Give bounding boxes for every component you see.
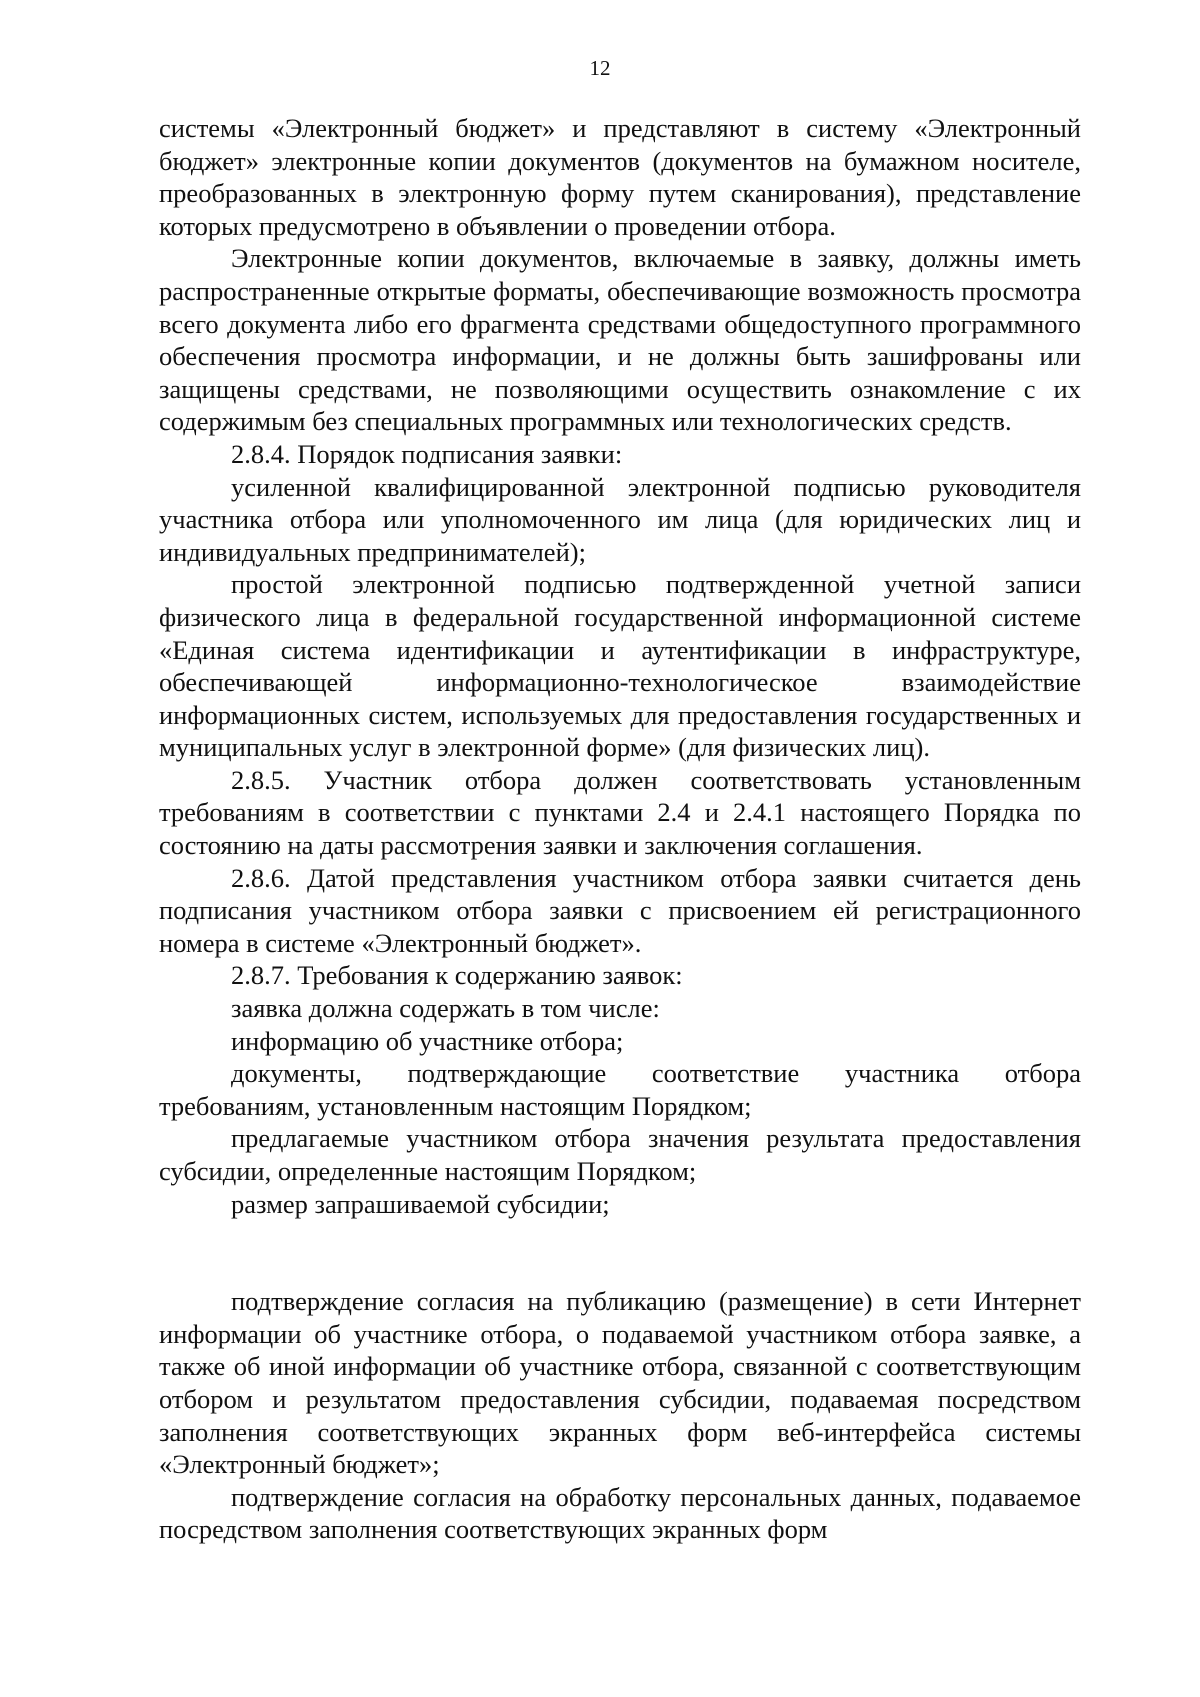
list-item-personal-data-consent: подтверждение согласия на обработку персональных данных, подаваемое посредством заполнения соответствующих экранных форм [159,1481,1081,1545]
list-item-compliance-documents: документы, подтверждающие соответствие участника отбора требованиям, установленным настоящим Порядком; [159,1058,1081,1121]
document-body [159,112,1081,1546]
list-item-result-values: предлагаемые участником отбора значения результата предоставления субсидии, определенные настоящим Порядком; [159,1123,1081,1186]
paragraph-continuation: системы «Электронный бюджет» и представляют в систему «Электронный бюджет» электронные копии документов (документов на бумажном носителе, преобразованных в электронную форму путем сканирования), представление которых предусмотрено в объявлении о проведении отбора. [159,113,1081,241]
list-item-participant-info: информацию об участнике отбора; [231,1025,624,1056]
paragraph-2-8-7-heading: 2.8.7. Требования к содержанию заявок: [231,960,683,991]
paragraph-2-8-4-heading: 2.8.4. Порядок подписания заявки: [231,438,623,469]
list-item-subsidy-amount: размер запрашиваемой субсидии; [231,1188,610,1219]
paragraph-simple-signature: простой электронной подписью подтвержденной учетной записи физического лица в федеральной государственной информационной системе «Единая система идентификации и аутентификации в инфраструктуре, обеспечивающей информационно-технологическое взаимодействие информационных систем, используемых для предоставления государственных и муниципальных услуг в электронной форме» (для физических лиц). [159,569,1081,763]
paragraph-2-8-6: 2.8.6. Датой представления участником отбора заявки считается день подписания участником отбора заявки с присвоением ей регистрационного номера в системе «Электронный бюджет». [159,862,1081,958]
list-item-publication-consent: подтверждение согласия на публикацию (размещение) в сети Интернет информации об участнике отбора, о подаваемой участником отбора заявке, а также об иной информации об участнике отбора, связанной с соответствующим отбором и результатом предоставления субсидии, подаваемая посредством заполнения соответствующих экранных форм веб-интерфейса системы «Электронный бюджет»; [159,1286,1081,1480]
paragraph-2-8-5: 2.8.5. Участник отбора должен соответствовать установленным требованиям в соответствии с пунктами 2.4 и 2.4.1 настоящего Порядка по состоянию на даты рассмотрения заявки и заключения соглашения. [159,764,1081,861]
list-item-application-contents: заявка должна содержать в том числе: [231,993,660,1024]
page-number: 12 [589,56,611,80]
paragraph-electronic-copies: Электронные копии документов, включаемые в заявку, должны иметь распространенные открытые форматы, обеспечивающие возможность просмотра всего документа либо его фрагмента средствами общедоступного программного обеспечения просмотра информации, и не должны быть зашифрованы или защищены средствами, не позволяющими осуществить ознакомление с их содержимым без специальных программных или технологических средств. [159,243,1081,437]
paragraph-qualified-signature: усиленной квалифицированной электронной подписью руководителя участника отбора или уполномоченного им лица (для юридических лиц и индивидуальных предпринимателей); [159,471,1081,567]
